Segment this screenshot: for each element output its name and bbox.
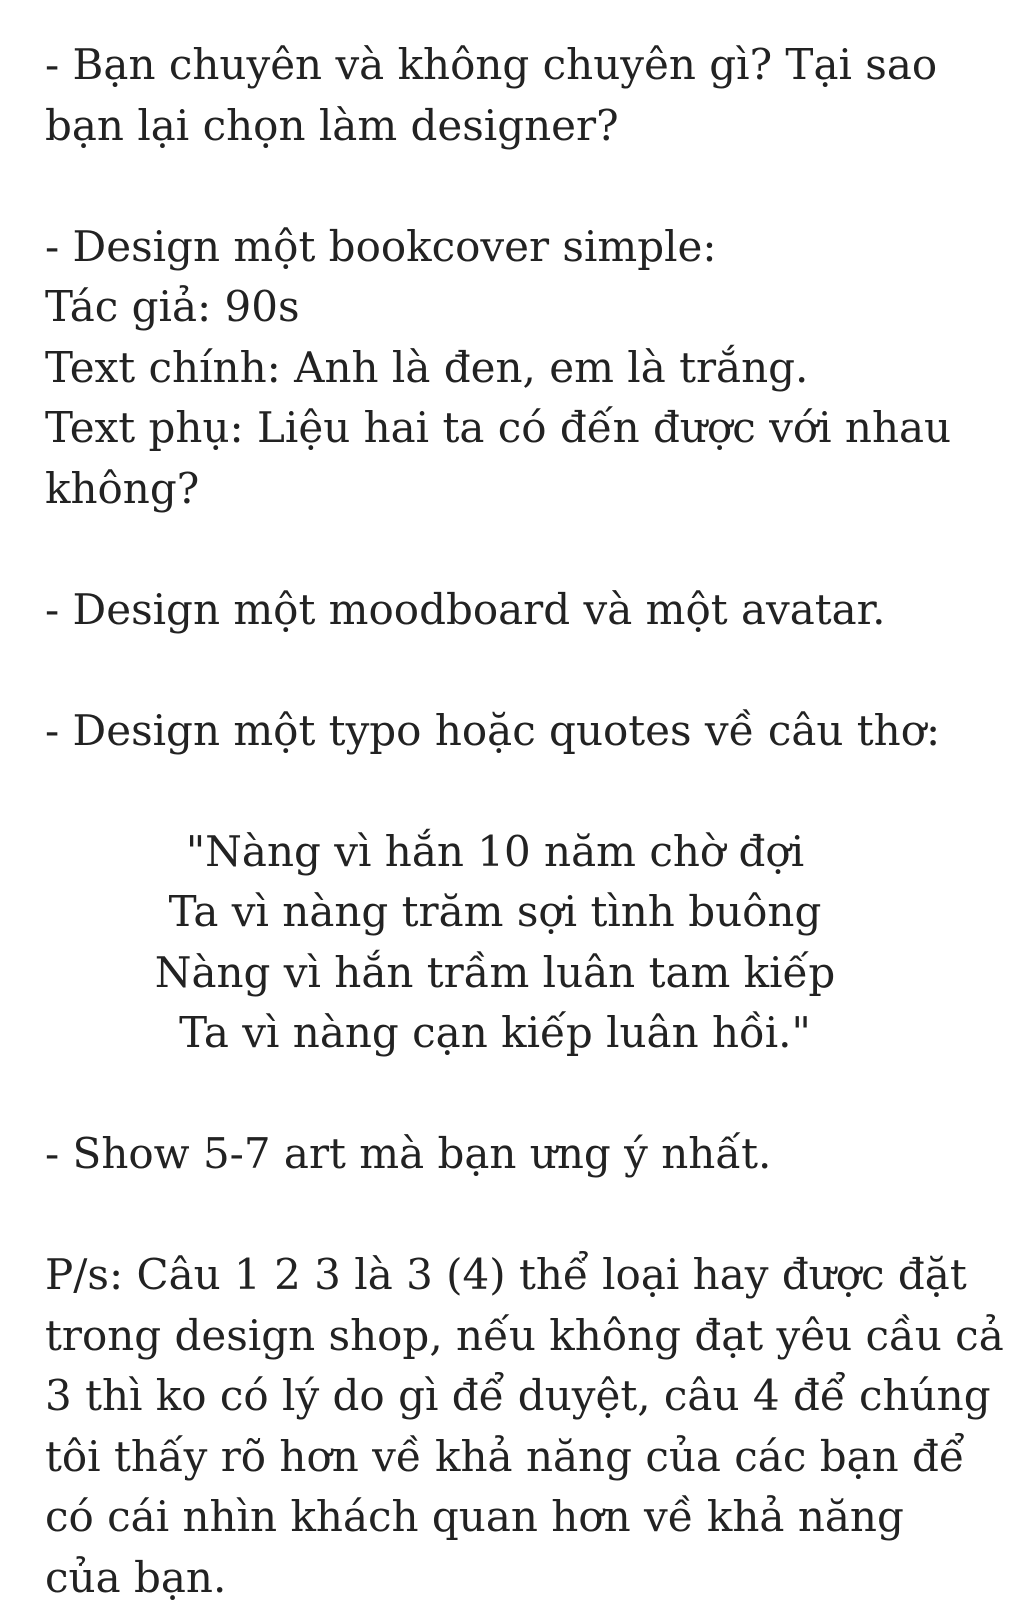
ps-line-3: 3 thì ko có lý do gì để duyệt, câu 4 để chúng — [45, 1366, 1005, 1427]
poem-line-4: Ta vì nàng cạn kiếp luân hồi." — [45, 1003, 945, 1064]
spacer — [45, 156, 1005, 217]
ps-line-6: của bạn. — [45, 1548, 1005, 1608]
spacer — [45, 1064, 1005, 1125]
ps-line-2: trong design shop, nếu không đạt yêu cầu cả — [45, 1306, 1005, 1367]
art-heading: - Show 5-7 art mà bạn ưng ý nhất. — [45, 1124, 1005, 1185]
spacer — [45, 761, 1005, 822]
bookcover-heading: - Design một bookcover simple: — [45, 217, 1005, 278]
ps-line-1: P/s: Câu 1 2 3 là 3 (4) thể loại hay được đặt — [45, 1245, 1005, 1306]
bookcover-sub-text-1: Text phụ: Liệu hai ta có đến được với nhau — [45, 398, 1005, 459]
spacer — [45, 519, 1005, 580]
spacer — [45, 640, 1005, 701]
typo-heading: - Design một typo hoặc quotes về câu thơ: — [45, 701, 1005, 762]
moodboard-heading: - Design một moodboard và một avatar. — [45, 580, 1005, 641]
intro-line-2: bạn lại chọn làm designer? — [45, 96, 1005, 157]
bookcover-sub-text-2: không? — [45, 459, 1005, 520]
bookcover-main-text: Text chính: Anh là đen, em là trắng. — [45, 338, 1005, 399]
intro-line-1: - Bạn chuyên và không chuyên gì? Tại sao — [45, 35, 1005, 96]
bookcover-author: Tác giả: 90s — [45, 277, 1005, 338]
poem-line-3: Nàng vì hắn trầm luân tam kiếp — [45, 943, 945, 1004]
ps-line-5: có cái nhìn khách quan hơn về khả năng — [45, 1487, 1005, 1548]
document-body — [45, 35, 1005, 1608]
poem-line-2: Ta vì nàng trăm sợi tình buông — [45, 882, 945, 943]
spacer — [45, 1185, 1005, 1246]
poem-line-1: "Nàng vì hắn 10 năm chờ đợi — [45, 822, 945, 883]
ps-line-4: tôi thấy rõ hơn về khả năng của các bạn để — [45, 1427, 1005, 1488]
